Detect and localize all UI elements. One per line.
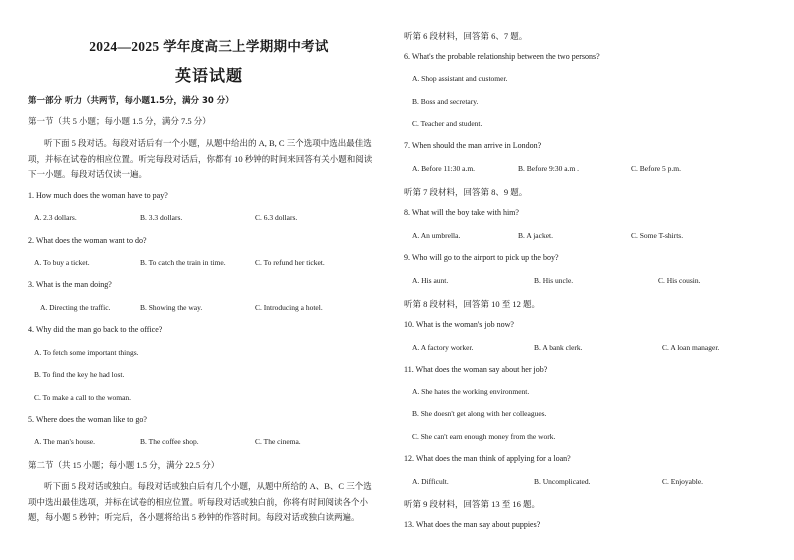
q11-option-c: C. She can't earn enough money from the work. [412,432,556,441]
q10-option-a: A. A factory worker. [412,343,474,352]
section-two-instructions: 听下面 5 段对话或独白。每段对话或独白后有几个小题，从题中所给的 A、B、C 三个选项中选出最佳选项，并标在试卷的相应位置。听每段对话或独白前，你将有时间阅读各个小题，每小题 5 秒钟；听完后，各小题将给出 5 秒钟的作答时间。每段对话或独白读两遍。 [28,481,372,522]
question-3: 3. What is the man doing? [28,280,112,289]
q12-option-b: B. Uncomplicated. [534,477,591,486]
q6-option-b: B. Boss and secretary. [412,97,479,106]
q10-option-b: B. A bank clerk. [534,343,583,352]
note-material-8: 听第 8 段材料，回答第 10 至 12 题。 [404,299,541,309]
question-6: 6. What's the probable relationship between the two persons? [404,52,600,61]
q1-option-a: A. 2.3 dollars. [34,213,77,222]
q9-option-a: A. His aunt. [412,276,449,285]
question-13: 13. What does the man say about puppies? [404,520,541,529]
q6-option-c: C. Teacher and student. [412,119,483,128]
q1-option-b: B. 3.3 dollars. [140,213,183,222]
question-10: 10. What is the woman's job now? [404,320,514,329]
q8-option-a: A. An umbrella. [412,231,461,240]
q9-option-b: B. His uncle. [534,276,574,285]
note-material-7: 听第 7 段材料，回答第 8、9 题。 [404,187,528,197]
exam-subject: 英语试题 [174,68,243,85]
question-12: 12. What does the man think of applying for a loan? [404,454,571,463]
q2-option-c: C. To refund her ticket. [255,258,325,267]
q5-option-a: A. The man's house. [34,437,95,446]
section-one-instructions: 听下面 5 段对话。每段对话后有一个小题，从题中给出的 A, B, C 三个选项中选出最佳选项，并标在试卷的相应位置。听完每段对话后，你都有 10 秒钟的时间来回答有关小题和阅读下一小题。每段对话仅读一遍。 [28,138,373,179]
q12-option-c: C. Enjoyable. [662,477,704,486]
question-9: 9. Who will go to the airport to pick up the boy? [404,253,559,262]
note-material-9: 听第 9 段材料，回答第 13 至 16 题。 [404,499,541,509]
q3-option-b: B. Showing the way. [140,303,203,312]
q11-option-b: B. She doesn't get along with her colleagues. [412,409,547,418]
q5-option-c: C. The cinema. [255,437,301,446]
question-1: 1. How much does the woman have to pay? [28,191,168,200]
q8-option-b: B. A jacket. [518,231,553,240]
q7-option-a: A. Before 11:30 a.m. [412,164,476,173]
question-8: 8. What will the boy take with him? [404,208,519,217]
part-one-title: 第一部分 听力（共两节，每小题1.5分，满分 30 分） [28,96,234,106]
q2-option-b: B. To catch the train in time. [140,258,226,267]
note-material-6: 听第 6 段材料，回答第 6、7 题。 [404,31,528,41]
section-two-title: 第二节（共 15 小题；每小题 1.5 分，满分 22.5 分） [28,460,220,470]
question-5: 5. Where does the woman like to go? [28,415,147,424]
question-2: 2. What does the woman want to do? [28,236,147,245]
q4-option-c: C. To make a call to the woman. [34,393,132,402]
q3-option-a: A. Directing the traffic. [40,303,111,312]
q8-option-c: C. Some T-shirts. [631,231,684,240]
q10-option-c: C. A loan manager. [662,343,720,352]
q1-option-c: C. 6.3 dollars. [255,213,298,222]
q6-option-a: A. Shop assistant and customer. [412,74,508,83]
exam-title: 2024—2025 学年度高三上学期期中考试 [89,39,329,54]
q4-option-b: B. To find the key he had lost. [34,370,125,379]
q7-option-c: C. Before 5 p.m. [631,164,681,173]
section-one-title: 第一节（共 5 小题；每小题 1.5 分，满分 7.5 分） [28,116,211,126]
q9-option-c: C. His cousin. [658,276,701,285]
question-11: 11. What does the woman say about her job? [404,365,548,374]
q7-option-b: B. Before 9:30 a.m . [518,164,580,173]
question-4: 4. Why did the man go back to the office? [28,325,163,334]
q3-option-c: C. Introducing a hotel. [255,303,323,312]
question-7: 7. When should the man arrive in London? [404,141,542,150]
q5-option-b: B. The coffee shop. [140,437,199,446]
q4-option-a: A. To fetch some important things. [34,348,139,357]
q11-option-a: A. She hates the working environment. [412,387,530,396]
q12-option-a: A. Difficult. [412,477,449,486]
q2-option-a: A. To buy a ticket. [34,258,90,267]
